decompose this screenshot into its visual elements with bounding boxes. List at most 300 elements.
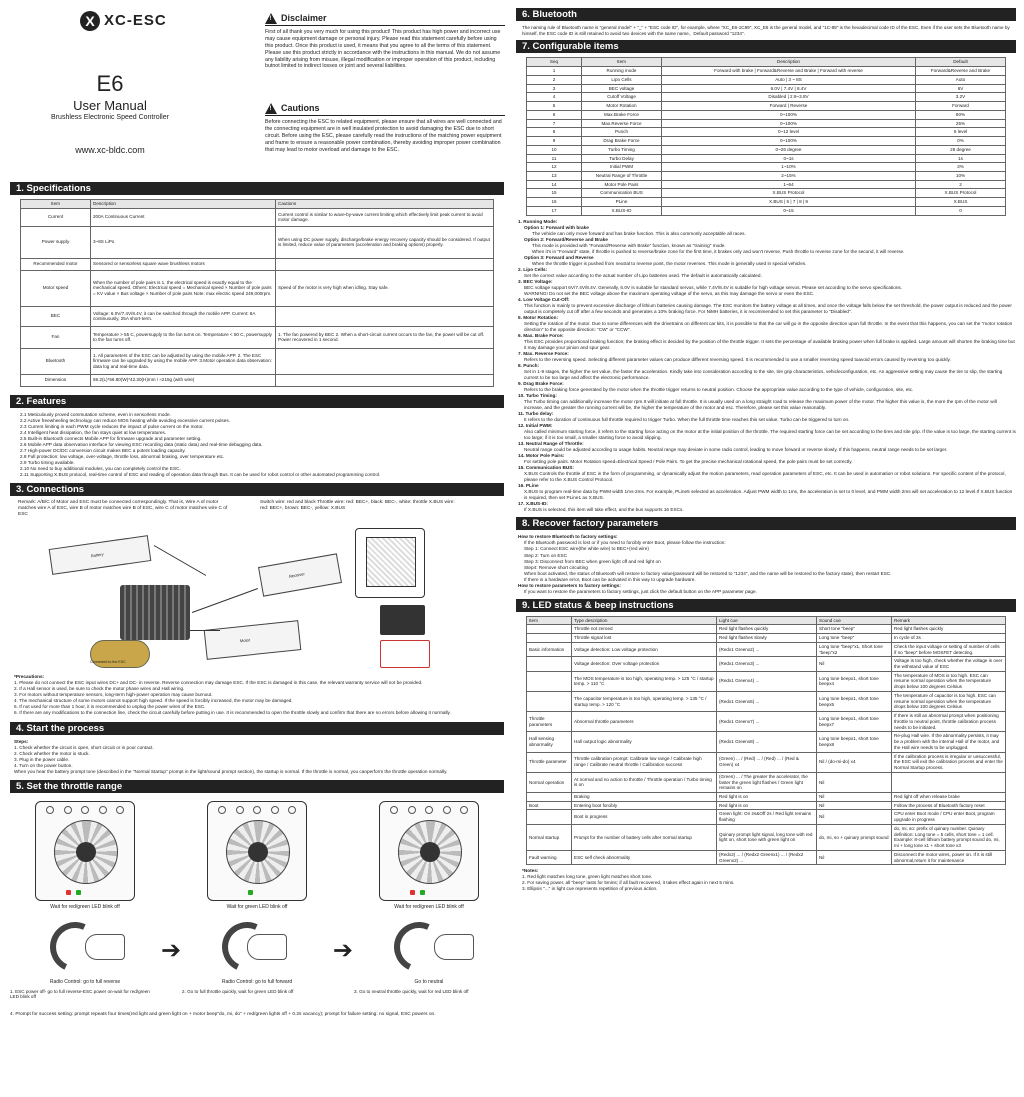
battery-label: Battery [90, 551, 104, 559]
config-description: Forward with brake | Forward&Reverse and Brake | Forward with reverse [662, 67, 916, 76]
led-type: At normal and no action to throttle / Throttle operation / Turbo timing is on [572, 772, 717, 792]
esc-fan-image [207, 801, 307, 901]
throttle-trigger-row [10, 916, 504, 985]
recover-line: How to restore parameters to factory settings: [518, 582, 621, 588]
spec-description: 1. All parameters of the ESC can be adjusted by using the mobile APP. 2. The ESC firmware can be upgraded by using the mobile APP. 3.Motor operation data observation: data log and real-time data. [91, 348, 276, 374]
led-row [527, 752, 1006, 772]
led-sound: Long tone beepx1, short tone beepx5 [817, 691, 892, 711]
led-type: Voltage detection: Over voltage protection [572, 657, 717, 671]
config-note-line: 3. BEC Voltage: [518, 278, 553, 284]
section-bluetooth: 6. Bluetooth [516, 8, 1016, 21]
specs-row [21, 270, 494, 306]
precaution-item: 2. If a Hall sensor is used, be sure to check the motor phase wires and Hall wiring. [14, 685, 185, 691]
config-item: Initial PWM [582, 163, 662, 172]
config-seq: 2 [527, 75, 582, 84]
recover-line: If the Bluetooth password is lost or if you need to forcibly enter Boot, please follow the instruction: [524, 540, 726, 546]
config-seq: 16 [527, 198, 582, 207]
led-light: (Redx1 Greenx2) ... [717, 642, 817, 656]
spec-description: Temperature > 55 C, powersupply to the fan turns on. Temperature < 50 C, powersupply to the fan turns off. [91, 326, 276, 348]
website-link[interactable]: www.xc-bldc.com [75, 144, 145, 155]
config-seq: 6 [527, 110, 582, 119]
battery-box [49, 535, 152, 575]
config-item: BEC voltage [582, 84, 662, 93]
led-remark: Voltage is too high, check whether the voltage is over the withstand value of ESC [892, 657, 1006, 671]
led-light: (Redx2) ... / (Redx2 Greenx1) ... / (Redx2 Greenx2) ... [717, 850, 817, 864]
led-light: Red light flashes quickly [717, 625, 817, 634]
config-description: 1~10% [662, 163, 916, 172]
config-note-line: 1. Running Mode: [518, 218, 558, 224]
spec-item: Power supply [21, 226, 91, 258]
motor-box [204, 620, 302, 660]
config-seq: 17 [527, 206, 582, 215]
config-row [527, 119, 1006, 128]
led-light: (Green) ... / The greater the accelerator, the faster the green light flashes / Green light remains on [717, 772, 817, 792]
throttle-step-text-1: 1. ESC power off- go to full reverse-ESC power on-wait for red/green LED blink off [10, 988, 150, 1000]
config-note-line: 8. Punch: [518, 363, 540, 369]
led-type: Boot in progress [572, 810, 717, 824]
throttle-note: 4. Prompt for success setting: prompt repeats four times(red light and green light on + motor beep"do, mi, do" + red/green lights off + 0.2s vacancy); prompt for failure setting: no signal, ESC powers on. [10, 1012, 436, 1018]
spec-item: Motor speed [21, 270, 91, 306]
led-row [527, 824, 1006, 850]
config-default: 26 degree [916, 145, 1006, 154]
config-row [527, 145, 1006, 154]
led-item [527, 671, 572, 691]
recover-line: If there is a hardware error, Boot can be activated in this way to upgrade hardware. [524, 576, 696, 582]
led-item: Hall sensing abnormality [527, 732, 572, 752]
config-note-line: Refers to the reversing speed. Selecting different parameter values can produce different reversing speed. It is recommended to use a smaller reversing speed toavoid errors caused by reversing too quickly. [524, 357, 951, 363]
led-item: Fault warning [527, 850, 572, 864]
led-type: Braking [572, 792, 717, 801]
config-description: 0~26 degree [662, 145, 916, 154]
config-item: Turbo Timing [582, 145, 662, 154]
trigger-step-2 [182, 916, 332, 985]
led-item: Normal startup [527, 824, 572, 850]
throttle-caption-3: Wait for red/green LED blink off [394, 904, 464, 911]
led-row [527, 801, 1006, 810]
trigger-step-1 [10, 916, 160, 985]
led-row [527, 732, 1006, 752]
section-led-status: 9. LED status & beep instructions [516, 599, 1016, 612]
trigger-image [202, 916, 312, 976]
led-sound: Nil [817, 810, 892, 824]
warning-icon: ! [265, 13, 277, 24]
led-item: Boot [527, 801, 572, 810]
led-item: Normal operation [527, 772, 572, 792]
feature-item: 2.7 High-power DC/DC conversion circuit makes BEC a potent loading capacity. [20, 447, 186, 453]
led-type: The MOS temperature is too high, operating temp. > 125 °C / startup temp. > 110 °C [572, 671, 717, 691]
warning-icon: ! [265, 103, 277, 114]
led-type: Throttle signal lost [572, 634, 717, 643]
led-light: (Redx1 Greenx8) ... [717, 732, 817, 752]
led-item: Basic information [527, 642, 572, 656]
led-row [527, 657, 1006, 671]
spec-item: Bluetooth [21, 348, 91, 374]
cautions-text: Before connecting the ESC to related equipment, please ensure that all wires are well connected and the connecting equipment are in well insulated protection to avoid damaging the ESC due to short circuit. Before using the ESC, please carefully read the instructions of the matching power equipment and frame to ensure a reasonable power combination, thereby avoiding improper power combination that may lead to motor overload and damage to the ESC. [265, 119, 502, 153]
led-note: 2. For saving power, all "beep" lasts for 5mins; if all fault recovered, it takes effect again in next 5 mins. [522, 880, 735, 886]
specs-col-description: Description [91, 200, 276, 209]
led-sound: Nil [817, 801, 892, 810]
config-description: 2~15% [662, 172, 916, 181]
throttle-esc-row [10, 801, 504, 910]
led-row [527, 691, 1006, 711]
config-seq: 9 [527, 137, 582, 146]
cautions-header [265, 102, 505, 116]
led-light: Quinary prompt light signal, long tone with red light on, short tone with green light on [717, 824, 817, 850]
throttle-step-text-3: 3. Go to neutral throttle quickly, wait for red LED blink off [354, 988, 469, 994]
led-item [527, 657, 572, 671]
throttle-caption-1: Wait for red/green LED blink off [50, 904, 120, 911]
specs-header-row [21, 200, 494, 209]
wire [192, 588, 258, 613]
led-sound: Long tone "beep" [817, 634, 892, 643]
config-note-line: 13. Neutral Range of Throttle: [518, 441, 584, 447]
led-remark: Red light flashes quickly [892, 625, 1006, 634]
recover-list [516, 534, 1016, 594]
feature-item: 2.9 Turbo timing available. [20, 459, 75, 465]
led-row [527, 712, 1006, 732]
red-led-icon [66, 890, 71, 895]
esc-fan-grille [366, 537, 416, 587]
config-note-line: 5. Motor Rotation: [518, 314, 559, 320]
led-sound: do, mi, so + quinary prompt sound [817, 824, 892, 850]
led-type: ESC self check abnormality [572, 850, 717, 864]
config-default: 3.2V [916, 93, 1006, 102]
arrow-right-icon: ➔ [332, 936, 354, 964]
config-description: Forward | Reverse [662, 102, 916, 111]
config-default: Forward&Reverse and Brake [916, 67, 1006, 76]
cautions-title: Cautions [281, 102, 320, 113]
config-row [527, 67, 1006, 76]
brand-logo-icon: X [80, 11, 100, 31]
config-note-line: WARNING! Do not set the BEC voltage above the maximum operating voltage of the servo, as this may damage the servo or even the ESC. [524, 290, 815, 296]
config-item: Neutral Range of Throttle [582, 172, 662, 181]
manual-subtitle: Brushless Electronic Speed Controller [51, 113, 169, 121]
config-note-line: 12. Initial PWM: [518, 423, 553, 429]
config-seq: 14 [527, 180, 582, 189]
radio-label-3: Go to neutral [414, 979, 444, 986]
section-recover: 8. Recover factory parameters [516, 517, 1016, 530]
led-sound: Nil [817, 850, 892, 864]
trigger-image [374, 916, 484, 976]
config-note-line: 11. Turbo delay: [518, 411, 554, 417]
config-row [527, 93, 1006, 102]
led-remark: Red light off when release brake [892, 792, 1006, 801]
trigger-step-3 [354, 916, 504, 985]
specs-table [20, 199, 494, 387]
receiver-box [258, 553, 342, 596]
config-row [527, 154, 1006, 163]
led-sound: Nil [817, 657, 892, 671]
led-col-type: Type description [572, 616, 717, 625]
spec-caution: Speed of the motor is very high when idling. Stay safe. [276, 270, 494, 306]
feature-item: 2.6 Mobile APP data observation interface for viewing ESC recording data (static data) and real-time debugging data. [20, 441, 263, 447]
config-seq: 1 [527, 67, 582, 76]
led-row [527, 850, 1006, 864]
spec-caution [276, 374, 494, 386]
start-steps [10, 739, 504, 775]
config-item: X.BUS-ID [582, 206, 662, 215]
config-note-line: 9. Drag Brake Force: [518, 381, 564, 387]
led-type: Hall output logic abnormality [572, 732, 717, 752]
config-col-item: Item [582, 58, 662, 67]
config-note-line: 4. Low Voltage Cut-Off: [518, 296, 570, 302]
config-note-line: Set the correct value according to the actual number of Lipo batteries used. The default is automatically calculated. [524, 272, 762, 278]
led-light: (Green) ... / (Red) ... / (Red) ... / (Red & Green) x4 [717, 752, 817, 772]
spec-description: Voltage: 6.0V/7.4V/8.4V, it can be switched through the mobile APP. Current: 8A continuously, 25A short-term. [91, 306, 276, 326]
green-led-icon [248, 890, 253, 895]
config-item: Max.Reverse Force [582, 119, 662, 128]
precautions-title: *Precautions: [14, 673, 45, 679]
led-type: Voltage detection: Low voltage protection [572, 642, 717, 656]
throttle-caption-2: Wait for green LED blink off [226, 904, 288, 911]
precaution-item: 3. For motors without temperature sensors, long-term high-power operation may cause burnout. [14, 691, 213, 697]
specs-row [21, 306, 494, 326]
config-note-line: Neutral range could be adjusted according to usage habits. Neutral range may deviate in some radio control, leading to move forward or reverse slowly. If this happens, neutral range needs to be set larger. [524, 447, 948, 453]
manual-title: User Manual [73, 97, 147, 113]
led-type: Throttle calibration prompt: Calibrate low range / Calibrate high range / Calibrate neutral throttle / Calibration success [572, 752, 717, 772]
connection-wire-text: Switch wire: red and black Throttle wire: red: BEC+, black: BEC-, white: throttle X.BUS wire: red: BEC+, brown: BEC-, yellow: X.BUS [260, 499, 455, 511]
config-row [527, 163, 1006, 172]
config-row [527, 84, 1006, 93]
config-default: Forward [916, 102, 1006, 111]
spec-caution: 1. The fan powered by BEC 2. When a short-circuit current occurs to the fan, the power will be cut off. Power recovered in 1 second. [276, 326, 494, 348]
config-item: Communication BUS [582, 189, 662, 198]
disclaimer [265, 12, 505, 70]
precaution-item: 4. The mechanical structure of some motors cannot support high speed. If the speed is forcibly increased, the motor may be damaged. [14, 697, 293, 703]
feature-item: 2.10 No need to buy additional modules, you can completely control the ESC. [20, 465, 181, 471]
throttle-step-1 [10, 801, 160, 910]
config-default: 0% [916, 137, 1006, 146]
led-light: Green light: On 2s&Off 2s / Red light remains flashing [717, 810, 817, 824]
led-light: Red light flashes slowly [717, 634, 817, 643]
config-default: 2 [916, 180, 1006, 189]
config-note-line: 6. Max. Brake Force: [518, 332, 564, 338]
led-col-sound: Sound cue [817, 616, 892, 625]
config-note-line: BEC voltage support 6V/7.4V/8.4V. Generally, 6.0V is suitable for standard servos, while 7.4V/8.4V is suitable for high voltage servos. Please set according to the servo specifications. [524, 284, 903, 290]
led-sound: Long tone beepx1, short tone beepx4 [817, 671, 892, 691]
config-seq: 13 [527, 172, 582, 181]
spec-item: Dimension [21, 374, 91, 386]
spec-description: 200A Continuous Current [91, 208, 276, 226]
spec-caution [276, 348, 494, 374]
led-sound: Nil / (do-mi-do) x4 [817, 752, 892, 772]
config-default: 6 level [916, 128, 1006, 137]
config-note-line: Set in 1-9 stages, the higher the set value, the faster the acceleration. Kindly take into consideration according to the site, tire grip characteristics, vehicleconfiguration, etc. An aggressive setting may cause the tire to slip, the starting current to be too large and affect the electronic performance. [524, 369, 1003, 381]
config-body [527, 67, 1006, 215]
led-remark: Disconnect the motor wires, power on. If it is still abnormal,return it for maintenance [892, 850, 1006, 864]
config-table [526, 57, 1006, 215]
config-item: Running mode [582, 67, 662, 76]
specs-row [21, 374, 494, 386]
config-row [527, 137, 1006, 146]
throttle-steps [10, 989, 504, 1000]
recover-line: Step 3: Disconnect from BEC when green light off and red light on [524, 558, 661, 564]
spec-caution [276, 258, 494, 270]
section-connections: 3. Connections [10, 483, 504, 496]
led-light: (Redx1 Greenx7) ... [717, 712, 817, 732]
config-seq: 10 [527, 145, 582, 154]
throttle-step-2 [182, 801, 332, 910]
config-note-line: Option 1: Forward with brake [524, 224, 589, 230]
led-item [527, 625, 572, 634]
config-row [527, 189, 1006, 198]
led-remark: do, mi, so: prefix of quinary number. Quinary definition: Long tone = 5 cells, short tone = 1 cell. Example: 8-cell lithium battery prompt sound do, mi, mi + long tone x1 + short tone x3 [892, 824, 1006, 850]
disclaimer-title: Disclaimer [281, 12, 327, 23]
section-specifications: 1. Specifications [10, 182, 504, 195]
config-default: 60% [916, 110, 1006, 119]
config-seq: 3 [527, 84, 582, 93]
spec-description: 3~8S LiPo [91, 226, 276, 258]
config-default: 25% [916, 119, 1006, 128]
recover-line: Step4: Remove short circuiting [524, 564, 588, 570]
led-remark: Re-plug Hall wire. If the abnormality persists, it may be a problem with the internal Hall of the motor, and the Hall wire needs to be unplugged. [892, 732, 1006, 752]
spec-item: Fan [21, 326, 91, 348]
led-type: Throttle not zeroed [572, 625, 717, 634]
led-table [526, 616, 1006, 866]
config-default: Auto [916, 75, 1006, 84]
led-sound: Nil [817, 792, 892, 801]
spec-caution [276, 306, 494, 326]
config-description: X.BUS | 6 | 7 | 8 | 9 [662, 198, 916, 207]
precautions [10, 674, 504, 716]
config-row [527, 180, 1006, 189]
esc-photo [120, 585, 190, 640]
config-seq: 5 [527, 102, 582, 111]
green-led-icon [420, 890, 425, 895]
config-notes [516, 219, 1016, 514]
config-description: 0~15 [662, 206, 916, 215]
config-row [527, 172, 1006, 181]
feature-item: 2.11 Supporting X.BUS protocol, real-time control of ESC and reading of operation data through Bus. It can be used for robot control or other automated programming control. [20, 471, 381, 477]
model-name: E6 [96, 71, 124, 96]
feature-item: 2.1 Meticulously proved commutation scheme, even in sensorless mode. [20, 411, 171, 417]
green-led-icon [76, 890, 81, 895]
config-description: 0~12 level [662, 128, 916, 137]
config-item: Lipo Cells [582, 75, 662, 84]
config-default: 3% [916, 163, 1006, 172]
led-item: Throttle parameter [527, 752, 572, 772]
specs-row [21, 348, 494, 374]
config-description: 6.0V | 7.4V | 8.4V [662, 84, 916, 93]
cover [10, 8, 504, 178]
config-description: X.BUS Protocol [662, 189, 916, 198]
config-note-line: When the throttle trigger is pushed from neutral to reverse point, the motor reverses. This mode is generally used in special vehicles. [532, 260, 807, 266]
feature-item: 2.3 Current limiting in each PWM cycle reduces the impact of pulse current on the motor. [20, 423, 204, 429]
precaution-item: 6. If there are any modifications to the connection line, check the circuit carefully before putting in use. It is recommended to open the throttle slowly and confirm that there are no errors before allowing it normally. [14, 710, 451, 715]
left-column [10, 8, 504, 1018]
config-note-line: The Turbo timing can additionally increase the motor rpm.It will initiate at full throttle. It is usually used on a long straight road to release the maximum power of the motor. The higher this value is, the more the rpm of the motor will increase, and the greater the running current will be, the higher the temperature of the motor and esc. Therefore, please set this value reasonably. [524, 399, 997, 411]
config-item: PLine [582, 198, 662, 207]
led-row [527, 625, 1006, 634]
config-note-line: Option 2: Forward/Reverse and Brake [524, 236, 608, 242]
esc-dimension-view [380, 640, 430, 668]
specs-row [21, 326, 494, 348]
config-item: Cutoff Voltage [582, 93, 662, 102]
config-item: Turbo Delay [582, 154, 662, 163]
config-default: 1s [916, 154, 1006, 163]
config-row [527, 128, 1006, 137]
led-item [527, 792, 572, 801]
config-default: X.BUS [916, 198, 1006, 207]
receiver-label: Receiver [288, 571, 306, 579]
config-note-line: 2. Lipo Cells: [518, 266, 548, 272]
led-type: Abnormal throttle parameters [572, 712, 717, 732]
esc-fan-image [379, 801, 479, 901]
led-note: 1. Red light matches long tone, green light matches short tone. [522, 874, 653, 880]
led-type: The capacitor temperature is too high, operating temp. > 135 °C / startup temp. > 120 °C [572, 691, 717, 711]
config-seq: 4 [527, 93, 582, 102]
disclaimer-text: First of all thank you very much for using this product! This product has high power and incorrect use may cause equipment damage or personal injury. Please read this statement carefully before using this product. Once this product is used, it means that you agree to all the terms of this statement. Please use this product strictly in accordance with the instructions in this manual. We do not assume any liability arising from misuse, illegal modification or improper operation of this product, including butnot limited to indirect losses or joint and several liabilities. [265, 29, 501, 70]
spec-item: BEC [21, 306, 91, 326]
led-item [527, 634, 572, 643]
config-row [527, 110, 1006, 119]
spec-description: 69.2(L)*56.80(W)*42.30(H)mm / ≈215g (with wire) [91, 374, 276, 386]
led-sound: Short tone "beep" [817, 625, 892, 634]
recover-line: How to restore Bluetooth to factory settings: [518, 534, 618, 540]
led-body [527, 625, 1006, 865]
config-col-description: Description [662, 58, 916, 67]
start-step: 3. Plug in the power cable. [14, 757, 70, 763]
wire [154, 545, 206, 576]
precautions-list [14, 680, 504, 716]
config-row [527, 102, 1006, 111]
spec-item: Current [21, 208, 91, 226]
config-note-line: Refers to the braking force generated by the motor when the throttle trigger returns to neutral position. Choose the appropriate value according to the type of vehicle, configuration, site, etc. [524, 387, 914, 393]
led-remark: Follow the process of Bluetooth factory reset [892, 801, 1006, 810]
section-start-process: 4. Start the process [10, 722, 504, 735]
led-remark: The temperature of capacitor is too high. ESC can resume normal operation when the temperature drops below 100 degrees Celsius [892, 691, 1006, 711]
section-features: 2. Features [10, 395, 504, 408]
config-item: Drag Brake Force [582, 137, 662, 146]
led-item [527, 810, 572, 824]
config-default: 10% [916, 172, 1006, 181]
specs-row [21, 208, 494, 226]
config-row [527, 206, 1006, 215]
led-type: Prompt for the number of battery cells after normal startup [572, 824, 717, 850]
config-seq: 7 [527, 119, 582, 128]
disclaimer-header [265, 12, 505, 26]
config-description: Disabled | 2.9~3.8V [662, 93, 916, 102]
config-note-line: Also called minimum starting force, it refers to the starting force acting on the motor at the initial position of the throttle. The required starting force can be set according to the tires and site grip. If the value is too large, the starting current is too large; if it is too small, a smaller starting force to avoid slipping. [524, 429, 1016, 441]
feature-item: 2.5 Built-in Bluetooth connects Mobile APP for firmware upgrade and parameter setting. [20, 435, 202, 441]
config-note-line: This mode is provided with "Forward/Reverse with Brake" function, known as "training" mode. [532, 242, 726, 248]
wire [190, 630, 220, 631]
led-col-light: Light cue [717, 616, 817, 625]
section-throttle-range: 5. Set the throttle range [10, 780, 504, 793]
config-note-line: This function is mainly to prevent excessive discharge of lithium batteries causing damage. The ESC monitors the battery voltage at all times, and once the voltage falls below the set threshold, the power output is reduced and the power output is completely cut off after a few seconds and generates a 10% braking force. For NiMH batteries, it is recommended to set this parameter to "Disabled". [524, 302, 1012, 314]
cautions [265, 102, 505, 153]
config-description: Auto | 3 ~ 8S [662, 75, 916, 84]
arrow-right-icon: ➔ [160, 936, 182, 964]
led-row [527, 810, 1006, 824]
config-description: 0~1s [662, 154, 916, 163]
config-note-line: 7. Max. Reverse Force: [518, 351, 569, 357]
config-default: X.BUS Protocol [916, 189, 1006, 198]
feature-item: 2.4 Intelligent heat dissipation, the fan stays quiet at low temperatures. [20, 429, 167, 435]
led-light: (Redx1 Greenx5) ... [717, 691, 817, 711]
config-note-line: The vehicle can only move forward and has brake function. This is also commonly acceptable all races. [532, 230, 746, 236]
led-remark: CPU enter Boot mode / CPU enter Boot, program upgrade in progress [892, 810, 1006, 824]
connection-diagram [10, 500, 504, 670]
config-default: 0 [916, 206, 1006, 215]
config-description: 0~100% [662, 110, 916, 119]
led-light: Red light is on [717, 792, 817, 801]
led-item: Throttle parameters [527, 712, 572, 732]
radio-label-1: Radio Control: go to full reverse [49, 979, 121, 986]
config-row [527, 75, 1006, 84]
config-note-line: When it's in "Forward" state, if throttle is pushed to reverse/brake zone for the first time, it brakes only and won't reverse. Push throttle to reverse zone for the second, it will reverse. [532, 248, 905, 254]
config-note-line: If X.BUS is selected, this item will take effect, and the bus supports 16 ESCs. [524, 507, 684, 513]
